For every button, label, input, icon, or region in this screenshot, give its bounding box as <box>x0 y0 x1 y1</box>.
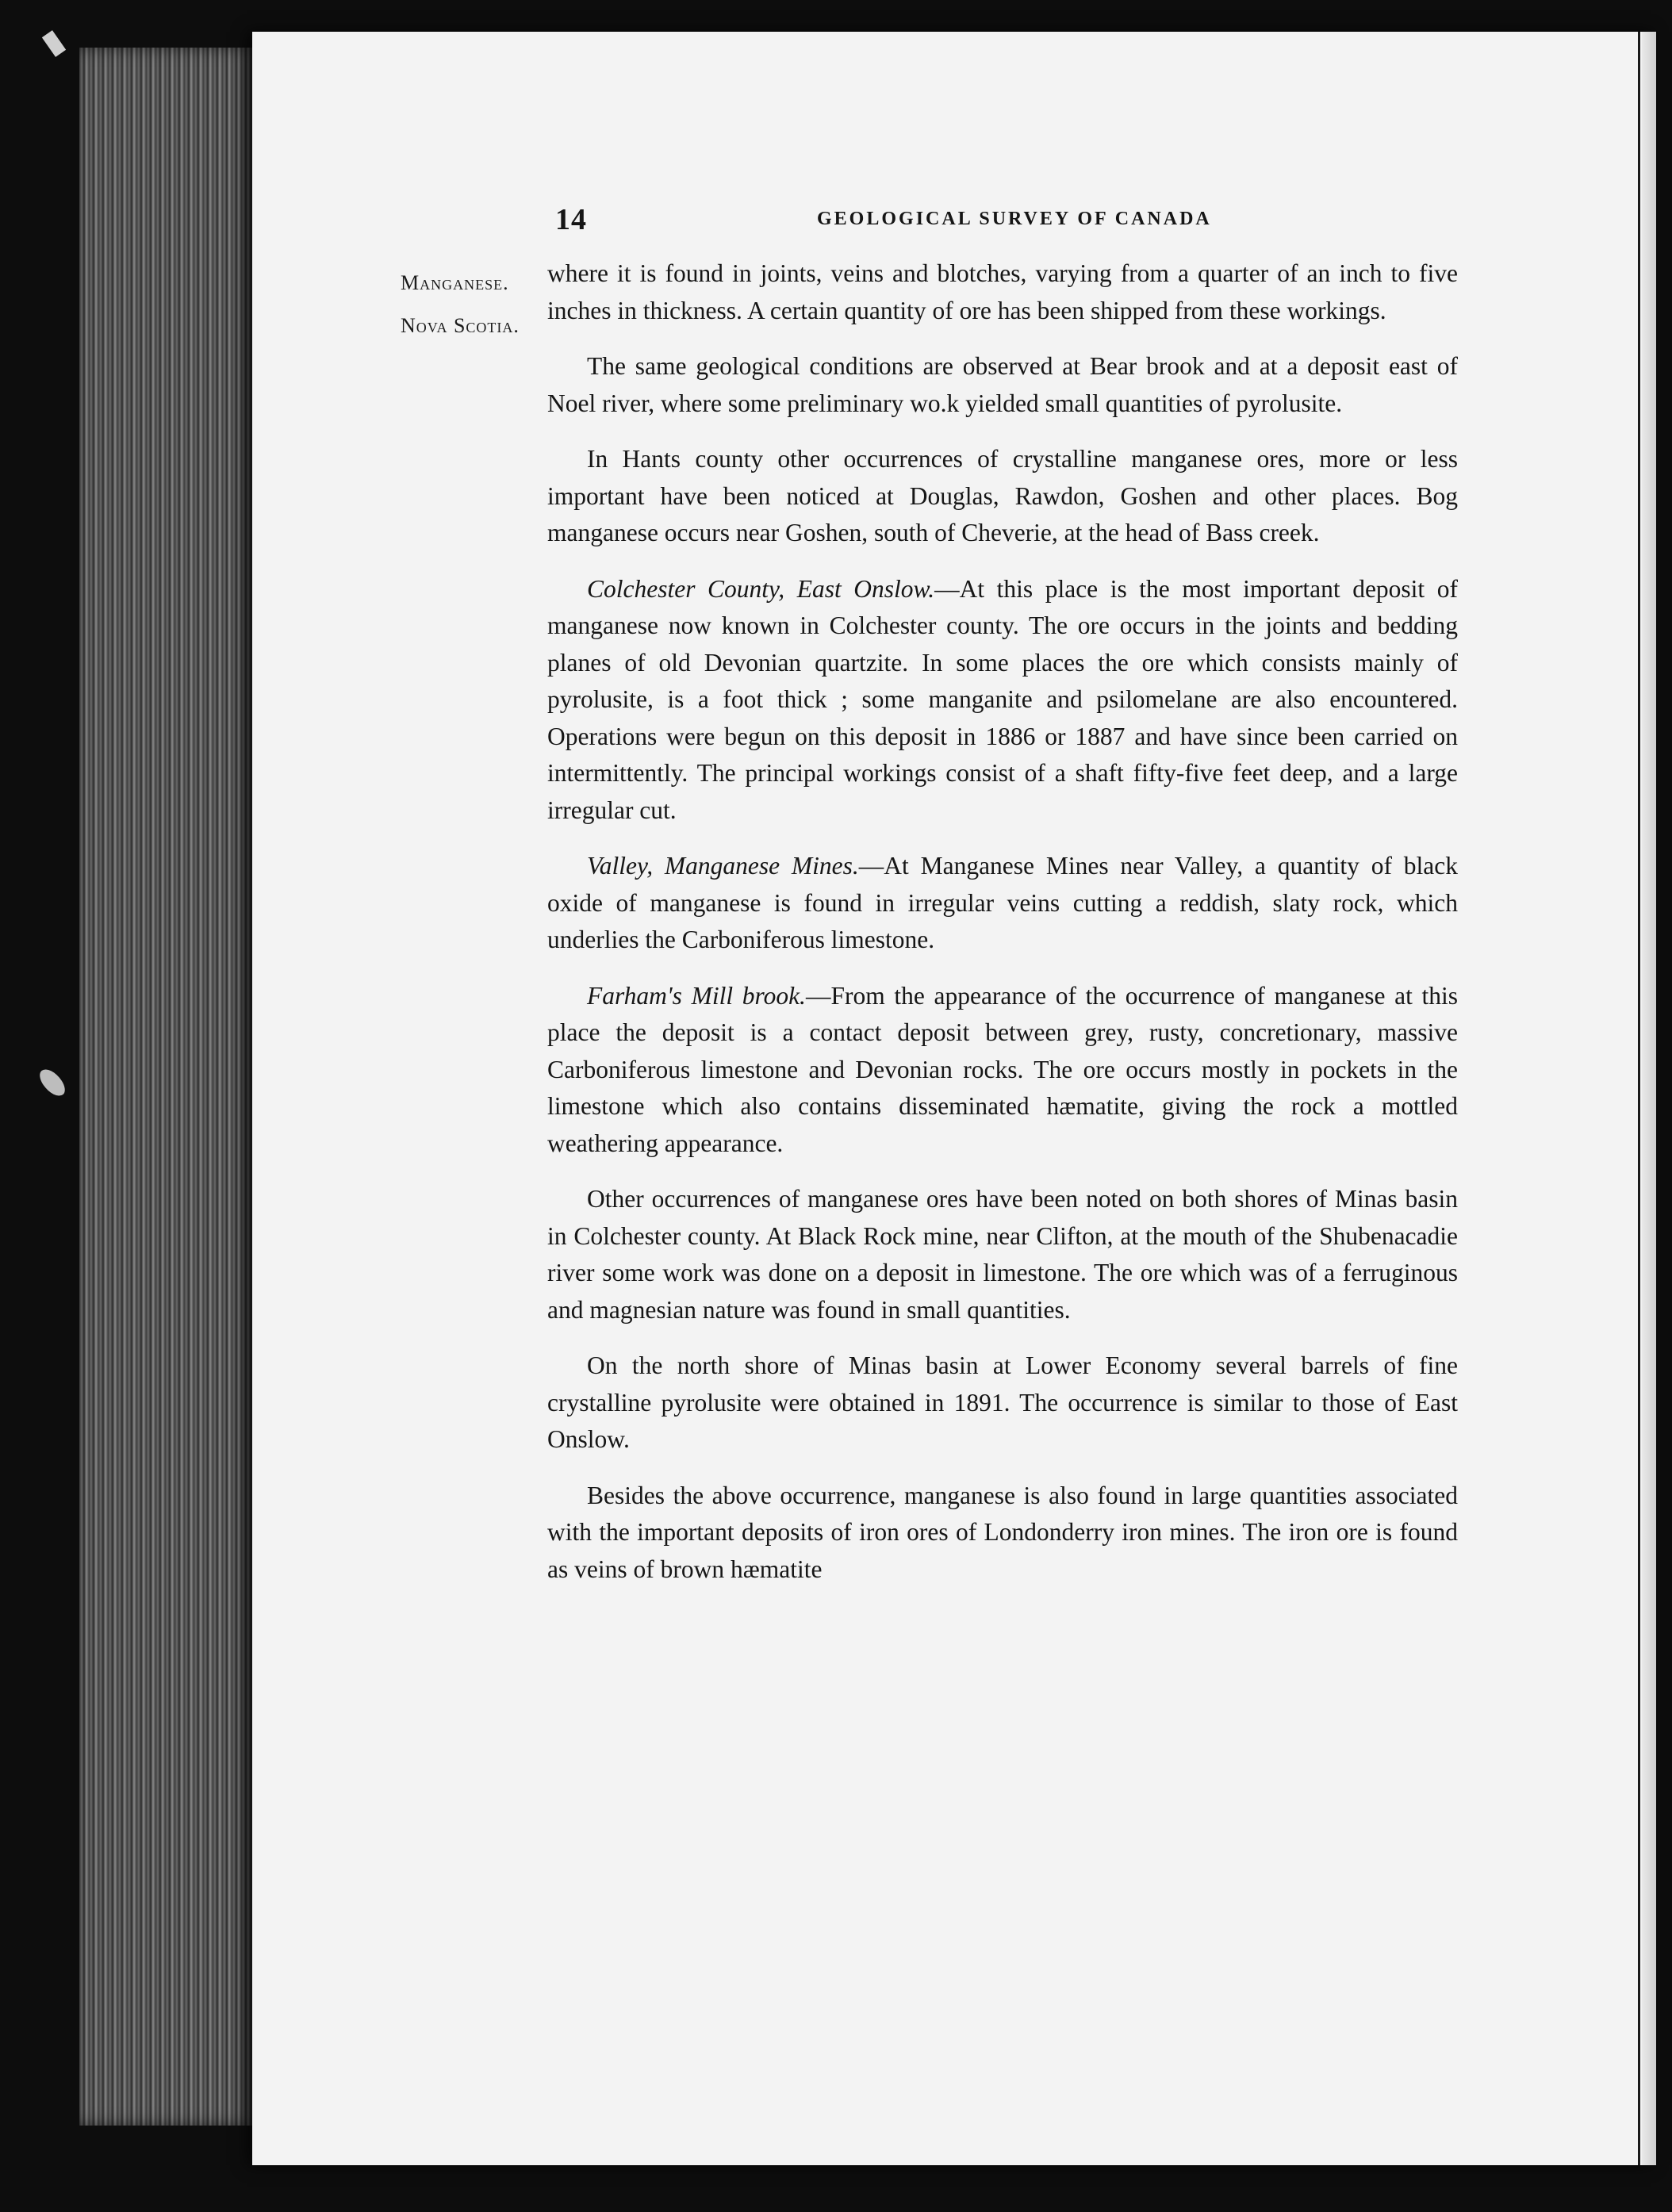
scan-artifact <box>36 1064 69 1100</box>
page-header <box>555 202 1491 234</box>
sidenote-line: Nova Scotia. <box>401 314 520 337</box>
book-spine-page-edges <box>79 48 254 2126</box>
paragraph-text: On the north shore of Minas basin at Lower Economy several barrels of fine crystalline pyrolusite were obtained in 1891. The occurrence is similar to those of East Onslow. <box>547 1351 1458 1453</box>
paragraph-text: The same geological conditions are observed at Bear brook and at a deposit east of Noel river, where some preliminary wo.k yielded small quantities of pyrolusite. <box>547 352 1458 417</box>
running-head: GEOLOGICAL SURVEY OF CANADA <box>817 209 1212 229</box>
paragraph <box>547 1478 1458 1589</box>
page-border-rule <box>1638 32 1640 2165</box>
paragraph-text: —At Manganese Mines near Valley, a quantity of black oxide of manganese is found in irregular veins cutting a reddish, slaty rock, which underlies the Carboniferous limestone. <box>547 852 1458 953</box>
section-heading: Farham's Mill brook. <box>587 981 806 1010</box>
body-text <box>547 255 1458 1607</box>
scan-artifact <box>42 30 66 57</box>
paragraph <box>547 441 1458 552</box>
paragraph-text: —At this place is the most important deposit of manganese now known in Colchester county. The ore occurs in the joints and bedding planes of old Devonian quartzite. In some places the ore which consists mainly of pyrolusite, is a foot thick ; some manganite and psilomelane are also encountered. Operations were begun on this deposit in 1886 or 1887 and have since been carried on intermittently. The principal workings consist of a shaft fifty-five feet deep, and a large irregular cut. <box>547 574 1458 824</box>
paragraph-text: In Hants county other occurrences of crystalline manganese ores, more or less important have been noticed at Douglas, Rawdon, Goshen and other places. Bog manganese occurs near Goshen, south of Cheverie, at the head of Bass creek. <box>547 445 1458 546</box>
paragraph-text: —From the appearance of the occurrence of manganese at this place the deposit is a contact deposit between grey, rusty, concretionary, massive Carboniferous limestone and Devonian rocks. The ore occurs mostly in pockets in the limestone which also contains disseminated hæmatite, giving the rock a mottled weathering appearance. <box>547 981 1458 1157</box>
paragraph-text: where it is found in joints, veins and blotches, varying from a quarter of an inch to five inches in thickness. A certain quantity of ore has been shipped from these workings. <box>547 259 1458 324</box>
paragraph-text: Besides the above occurrence, manganese is also found in large quantities associated with the important deposits of iron ores of Londonderry iron mines. The iron ore is found as veins of brown hæmatite <box>547 1481 1458 1583</box>
page-edge <box>1642 32 1656 2165</box>
paragraph <box>547 978 1458 1163</box>
paragraph <box>547 348 1458 422</box>
paragraph <box>547 1181 1458 1328</box>
sidenote-line: Manganese. <box>401 271 509 294</box>
paragraph <box>547 255 1458 329</box>
paragraph <box>547 848 1458 959</box>
page-number: 14 <box>555 203 587 236</box>
paragraph-text: Other occurrences of manganese ores have been noted on both shores of Minas basin in Colchester county. At Black Rock mine, near Clifton, at the mouth of the Shubenacadie river some work was done on a deposit in limestone. The ore which was of a ferruginous and magnesian nature was found in small quantities. <box>547 1185 1458 1324</box>
paragraph <box>547 571 1458 830</box>
section-heading: Valley, Manganese Mines. <box>587 852 859 880</box>
margin-sidenote <box>401 262 543 347</box>
paragraph <box>547 1348 1458 1459</box>
section-heading: Colchester County, East Onslow. <box>587 574 935 603</box>
